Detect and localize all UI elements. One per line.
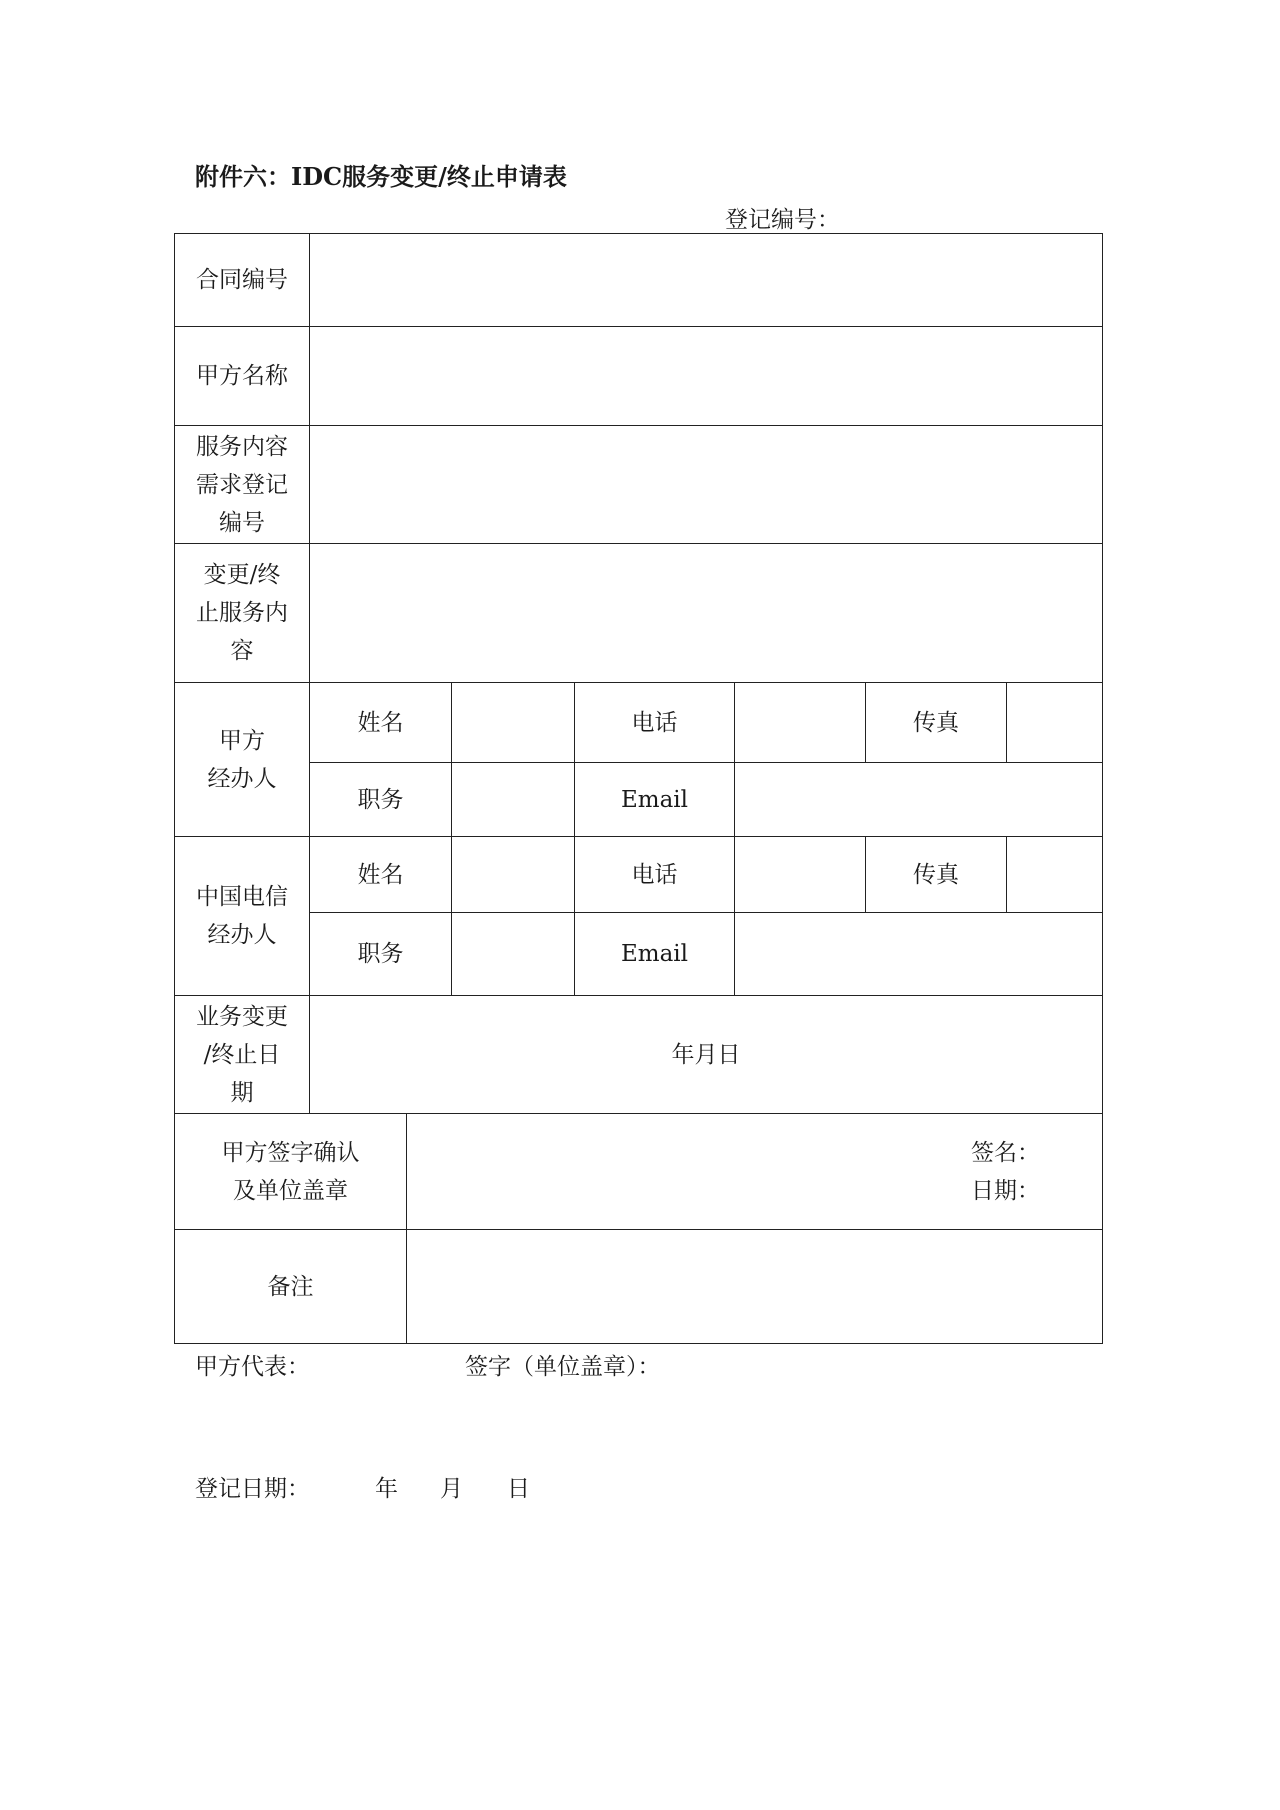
contract-no-label: 合同编号 bbox=[196, 267, 288, 293]
phone-label: 电话 bbox=[631, 709, 678, 736]
change-date-value: 年月日 bbox=[671, 1041, 741, 1068]
party-a-agent-name-field[interactable] bbox=[451, 682, 575, 763]
label-line: 甲方 bbox=[219, 727, 265, 754]
change-date-field[interactable] bbox=[309, 995, 1103, 1114]
registration-year-label: 年 bbox=[375, 1476, 398, 1502]
label-line: 止服务内 bbox=[196, 600, 288, 626]
party-a-name-label: 甲方名称 bbox=[196, 363, 288, 389]
remarks-label-cell bbox=[174, 1229, 407, 1344]
change-content-label-cell bbox=[174, 543, 310, 683]
label-line: 服务内容 bbox=[196, 433, 288, 460]
telecom-agent-email-field[interactable] bbox=[734, 912, 1103, 996]
telecom-name-label-cell bbox=[309, 836, 452, 913]
signature-label: 签名： bbox=[971, 1140, 1040, 1166]
change-content-field[interactable] bbox=[309, 543, 1103, 683]
telecom-agent-label-cell bbox=[174, 836, 310, 996]
application-form-table bbox=[174, 233, 1103, 1344]
party-a-agent-position-field[interactable] bbox=[451, 762, 575, 837]
remarks-label: 备注 bbox=[267, 1273, 314, 1300]
signature-seal-label: 签字（单位盖章）： bbox=[465, 1354, 661, 1380]
registration-number-label: 登记编号： bbox=[725, 207, 840, 233]
telecom-agent-position-field[interactable] bbox=[451, 912, 575, 996]
party-a-signature-label-cell bbox=[174, 1113, 407, 1230]
party-a-name-label-cell bbox=[309, 682, 452, 763]
registration-date-label: 登记日期： bbox=[195, 1476, 310, 1502]
label-line: /终止日 bbox=[203, 1041, 281, 1068]
signature-date-block bbox=[971, 1134, 1040, 1210]
party-a-agent-fax-field[interactable] bbox=[1006, 682, 1103, 763]
party-a-representative-label: 甲方代表： bbox=[195, 1354, 310, 1380]
label-line: 经办人 bbox=[207, 922, 277, 948]
document-title: 附件六：IDC服务变更/终止申请表 bbox=[195, 162, 567, 191]
label-line: 甲方签字确认 bbox=[221, 1139, 360, 1166]
label-line: 容 bbox=[230, 638, 254, 664]
position-label: 职务 bbox=[357, 941, 404, 967]
service-request-no-field[interactable] bbox=[309, 425, 1103, 544]
label-line: 业务变更 bbox=[196, 1003, 288, 1030]
telecom-position-label-cell bbox=[309, 912, 452, 996]
party-a-email-label-cell bbox=[574, 762, 735, 837]
label-line: 变更/终 bbox=[203, 562, 281, 588]
party-a-name-field[interactable] bbox=[309, 326, 1103, 426]
name-label: 姓名 bbox=[357, 861, 404, 888]
signature-date-label: 日期： bbox=[971, 1178, 1040, 1204]
service-request-no-label-cell bbox=[174, 425, 310, 544]
contract-no-label-cell bbox=[174, 233, 310, 327]
email-label: Email bbox=[620, 786, 689, 813]
party-a-agent-label-cell bbox=[174, 682, 310, 837]
remarks-field[interactable] bbox=[406, 1229, 1103, 1344]
label-line: 需求登记 bbox=[196, 471, 288, 498]
registration-day-label: 日 bbox=[507, 1476, 530, 1502]
party-a-fax-label-cell bbox=[865, 682, 1007, 763]
telecom-agent-fax-field[interactable] bbox=[1006, 836, 1103, 913]
name-label: 姓名 bbox=[357, 709, 404, 736]
telecom-agent-name-field[interactable] bbox=[451, 836, 575, 913]
label-line: 编号 bbox=[219, 509, 265, 536]
telecom-email-label-cell bbox=[574, 912, 735, 996]
telecom-agent-phone-field[interactable] bbox=[734, 836, 866, 913]
position-label: 职务 bbox=[357, 786, 404, 813]
label-line: 期 bbox=[230, 1079, 254, 1106]
party-a-signature-field[interactable] bbox=[406, 1113, 1103, 1230]
party-a-phone-label-cell bbox=[574, 682, 735, 763]
contract-no-field[interactable] bbox=[309, 233, 1103, 327]
fax-label: 传真 bbox=[913, 861, 959, 888]
phone-label: 电话 bbox=[631, 861, 678, 888]
party-a-agent-email-field[interactable] bbox=[734, 762, 1103, 837]
party-a-name-label-cell bbox=[174, 326, 310, 426]
telecom-phone-label-cell bbox=[574, 836, 735, 913]
label-line: 中国电信 bbox=[196, 884, 288, 910]
change-date-label-cell bbox=[174, 995, 310, 1114]
fax-label: 传真 bbox=[913, 709, 959, 736]
party-a-agent-phone-field[interactable] bbox=[734, 682, 866, 763]
registration-month-label: 月 bbox=[440, 1476, 463, 1502]
label-line: 经办人 bbox=[207, 765, 277, 792]
telecom-fax-label-cell bbox=[865, 836, 1007, 913]
label-line: 及单位盖章 bbox=[233, 1177, 348, 1204]
email-label: Email bbox=[620, 941, 689, 967]
party-a-position-label-cell bbox=[309, 762, 452, 837]
